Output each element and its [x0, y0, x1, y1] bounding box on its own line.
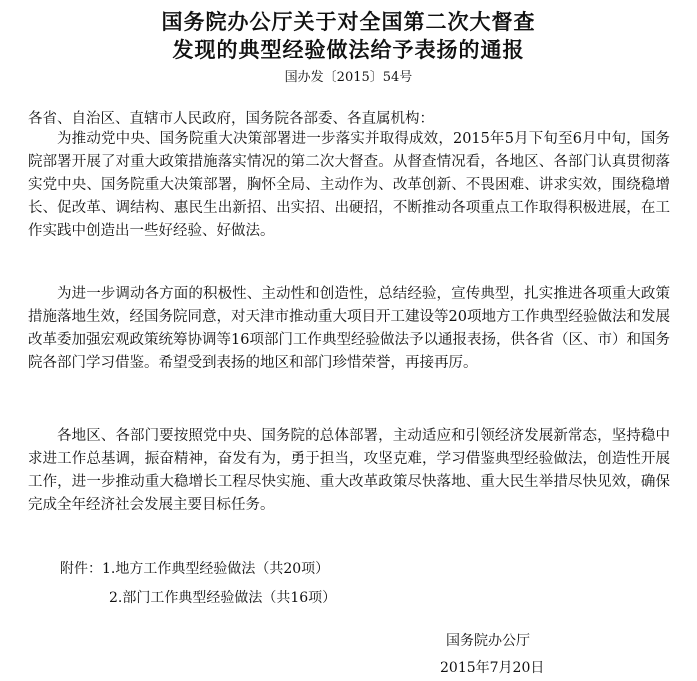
salutation: 各省、自治区、直辖市人民政府，国务院各部委、各直属机构： — [28, 111, 434, 127]
attachment-item-2: 2.部门工作典型经验做法（共16项） — [109, 590, 337, 606]
body-paragraph-1: 为推动党中央、国务院重大决策部署进一步落实并取得成效，2015年5月下旬至6月中旬，国务院部署开展了对重大政策措施落实情况的第二次大督查。从督查情况看，各地区、各部门认真贯彻落实党中央、国务院重大决策部署，胸怀全局、主动作为、改革创新、不畏困难、讲求实效，围绕稳增长、促改革、调结构、惠民生出新招、出实招、出硬招，不断推动各项重点工作取得积极进展，在工作实践中创造出一些好经验、好做法。 — [28, 131, 670, 239]
document-number: 国办发〔2015〕54号 — [284, 70, 413, 85]
body-paragraph-2: 为进一步调动各方面的积极性、主动性和创造性，总结经验，宣传典型，扎实推进各项重大政策措施落地生效，经国务院同意，对天津市推动重大项目开工建设等20项地方工作典型经验做法和发展改革委加强宏观政策统筹协调等16项部门工作典型经验做法予以通报表扬，供各省（区、市）和国务院各部门学习借鉴。希望受到表扬的地区和部门珍惜荣誉，再接再厉。 — [28, 286, 670, 371]
issuer-signature: 国务院办公厅 — [446, 633, 530, 649]
body-paragraph-3: 各地区、各部门要按照党中央、国务院的总体部署，主动适应和引领经济发展新常态，坚持稳中求进工作总基调，振奋精神，奋发有为，勇于担当，攻坚克难，学习借鉴典型经验做法，创造性开展工作，进一步推动重大稳增长工程尽快实施、重大改革政策尽快落地、重大民生举措尽快见效，确保完成全年经济社会发展主要目标任务。 — [28, 428, 670, 513]
document-title-line-1: 国务院办公厅关于对全国第二次大督查 — [161, 9, 536, 34]
document-title-line-2: 发现的典型经验做法给予表扬的通报 — [172, 37, 525, 62]
issue-date: 2015年7月20日 — [440, 660, 545, 676]
attachment-item-1: 附件：1.地方工作典型经验做法（共20项） — [60, 561, 330, 577]
